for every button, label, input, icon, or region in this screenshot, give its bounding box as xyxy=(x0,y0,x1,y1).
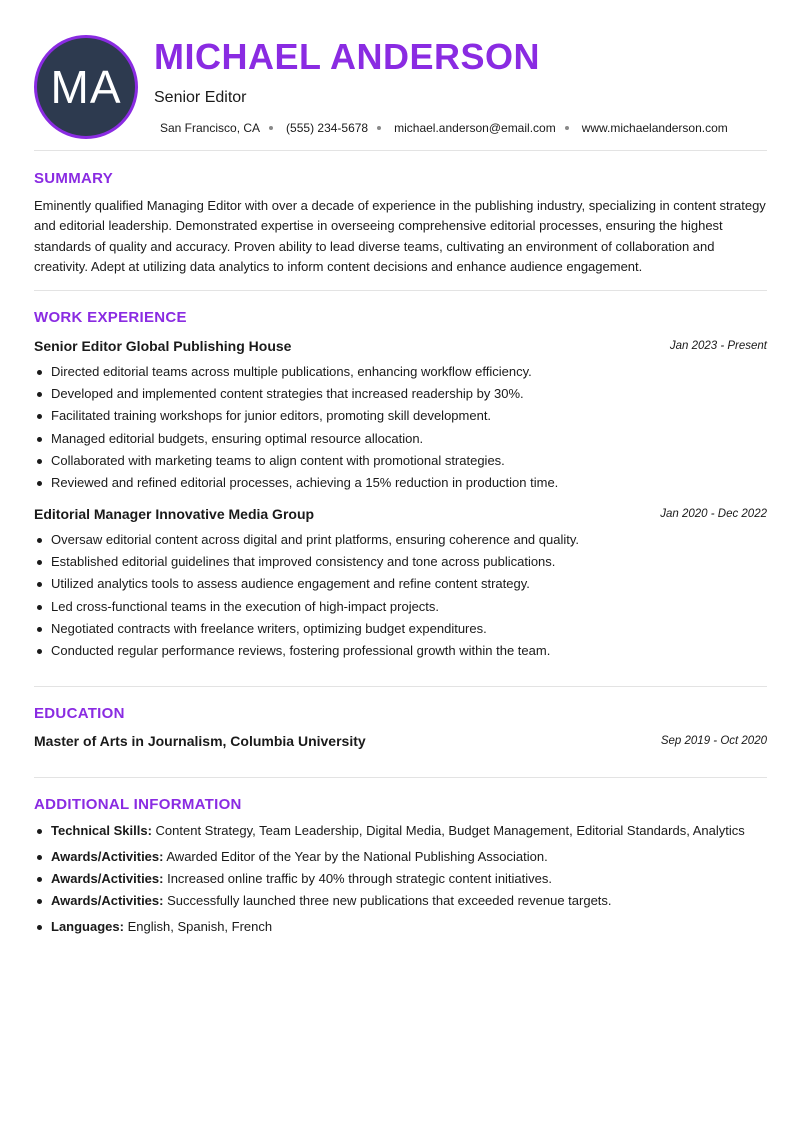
list-item: Developed and implemented content strategies that increased readership by 30%. xyxy=(34,385,767,407)
job-role: Editorial Manager Innovative Media Group xyxy=(34,506,315,522)
degree: Master of Arts in Journalism, Columbia University xyxy=(34,733,366,749)
separator-dot xyxy=(565,126,569,130)
list-item: Directed editorial teams across multiple publications, enhancing workflow efficiency. xyxy=(34,363,767,385)
list-item: Collaborated with marketing teams to align content with promotional strategies. xyxy=(34,452,767,474)
contact-location: San Francisco, CA xyxy=(160,121,261,135)
contact-website[interactable]: www.michaelanderson.com xyxy=(581,121,728,135)
list-item: Oversaw editorial content across digital and print platforms, ensuring coherence and quality. xyxy=(34,531,767,553)
list-item xyxy=(34,918,767,940)
list-item: Established editorial guidelines that improved consistency and tone across publications. xyxy=(34,553,767,575)
summary-heading: SUMMARY xyxy=(34,170,114,187)
list-item: Negotiated contracts with freelance writers, optimizing budget expenditures. xyxy=(34,620,767,642)
divider xyxy=(34,290,767,291)
item-text: Successfully launched three new publications that exceeded revenue targets. xyxy=(163,893,612,908)
contact-email[interactable]: michael.anderson@email.com xyxy=(394,121,556,135)
job-header xyxy=(34,506,767,524)
contact-phone: (555) 234-5678 xyxy=(286,121,369,135)
item-text: Awarded Editor of the Year by the National Publishing Association. xyxy=(163,849,548,864)
divider xyxy=(34,150,767,151)
divider xyxy=(34,686,767,687)
item-label: Technical Skills: xyxy=(51,823,152,838)
list-item: Conducted regular performance reviews, fostering professional growth within the team. xyxy=(34,642,767,664)
item-label: Languages: xyxy=(51,919,124,934)
job-role: Senior Editor Global Publishing House xyxy=(34,338,292,354)
item-text: Content Strategy, Team Leadership, Digital Media, Budget Management, Editorial Standards, Analytics xyxy=(151,823,745,838)
list-item: Reviewed and refined editorial processes, achieving a 15% reduction in production time. xyxy=(34,474,767,496)
item-text: English, Spanish, French xyxy=(123,919,273,934)
divider xyxy=(34,777,767,778)
list-item xyxy=(34,870,767,892)
experience-heading: WORK EXPERIENCE xyxy=(34,309,187,326)
education-entry xyxy=(34,733,767,751)
list-item xyxy=(34,848,767,870)
list-item xyxy=(34,822,767,848)
list-item: Led cross-functional teams in the execution of high-impact projects. xyxy=(34,598,767,620)
education-heading: EDUCATION xyxy=(34,705,125,722)
summary-text: Eminently qualified Managing Editor with over a decade of experience in the publishing industry, specializing in content strategy and editorial leadership. Demonstrated expertise in overseeing comprehensive editorial processes, ensuring the highest standards of quality and accuracy. Proven ability to lead diverse teams, cultivating an environment of collaboration and creativity. Adept at utilizing data analytics to inform content decisions and enhance audience engagement. xyxy=(34,198,766,274)
additional-list xyxy=(34,822,767,940)
separator-dot xyxy=(377,126,381,130)
education-dates: Sep 2019 - Oct 2020 xyxy=(660,735,767,747)
item-text: Increased online traffic by 40% through strategic content initiatives. xyxy=(163,871,553,886)
avatar xyxy=(34,35,138,139)
list-item xyxy=(34,892,767,918)
additional-heading: ADDITIONAL INFORMATION xyxy=(34,796,242,813)
job-title: Senior Editor xyxy=(154,89,247,106)
job-dates: Jan 2023 - Present xyxy=(669,340,767,352)
candidate-name: MICHAEL ANDERSON xyxy=(154,36,541,77)
list-item: Facilitated training workshops for junior editors, promoting skill development. xyxy=(34,407,767,429)
list-item: Managed editorial budgets, ensuring optimal resource allocation. xyxy=(34,430,767,452)
item-label: Awards/Activities: xyxy=(51,871,164,886)
separator-dot xyxy=(269,126,273,130)
job-bullets xyxy=(34,531,767,664)
job-dates: Jan 2020 - Dec 2022 xyxy=(660,508,767,520)
job-header xyxy=(34,338,767,356)
item-label: Awards/Activities: xyxy=(51,849,164,864)
contact-bar xyxy=(160,121,728,135)
list-item: Utilized analytics tools to assess audience engagement and refine content strategy. xyxy=(34,575,767,597)
item-label: Awards/Activities: xyxy=(51,893,164,908)
job-bullets xyxy=(34,363,767,496)
avatar-initials: MA xyxy=(50,61,122,113)
